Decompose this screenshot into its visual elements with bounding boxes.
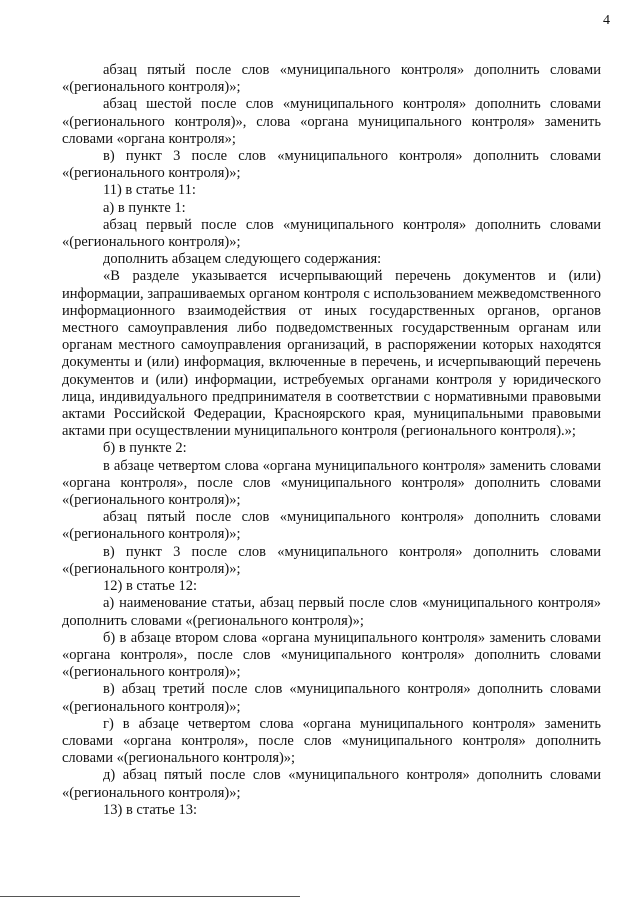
paragraph: в) абзац третий после слов «муниципального контроля» дополнить словами «(регионального контроля)»; <box>62 681 601 715</box>
paragraph: д) абзац пятый после слов «муниципального контроля» дополнить словами «(регионального контроля)»; <box>62 767 601 801</box>
paragraph: б) в пункте 2: <box>103 440 187 457</box>
paragraph: «В разделе указывается исчерпывающий перечень документов и (или) информации, запрашиваемых органом контроля с использованием межведомственного информационного взаимодействия от иных государственных органов, органов местного самоуправления либо подведомственных государственным органам или органам местного самоуправления организаций, в распоряжении которых находятся документы и (или) информация, включенные в перечень, и исчерпывающий перечень документов и (или) информации, истребуемых органами контроля у юридического лица, индивидуального предпринимателя в соответствии с нормативными правовыми актами Российской Федерации, Красноярского края, муниципальными правовыми актами при осуществлении муниципального контроля (регионального контроля).»; <box>62 268 601 440</box>
paragraph: 12) в статье 12: <box>103 578 197 595</box>
document-body <box>62 62 601 819</box>
page-bottom-rule <box>0 896 300 897</box>
paragraph: в) пункт 3 после слов «муниципального контроля» дополнить словами «(регионального контроля)»; <box>62 148 601 182</box>
paragraph: абзац шестой после слов «муниципального контроля» дополнить словами «(регионального контроля)», слова «органа муниципального контроля» заменить словами «органа контроля»; <box>62 96 601 147</box>
paragraph: а) в пункте 1: <box>103 199 186 216</box>
paragraph: абзац пятый после слов «муниципального контроля» дополнить словами «(регионального контроля)»; <box>62 509 601 543</box>
page-number: 4 <box>603 13 610 28</box>
paragraph: 11) в статье 11: <box>103 182 196 199</box>
paragraph: г) в абзаце четвертом слова «органа муниципального контроля» заменить словами «органа контроля», после слов «муниципального контроля» дополнить словами «(регионального контроля)»; <box>62 715 601 767</box>
paragraph: 13) в статье 13: <box>103 801 197 818</box>
paragraph: б) в абзаце втором слова «органа муниципального контроля» заменить словами «органа контроля», после слов «муниципального контроля» дополнить словами «(регионального контроля)»; <box>62 629 601 681</box>
paragraph: абзац первый после слов «муниципального контроля» дополнить словами «(регионального контроля)»; <box>62 216 601 251</box>
paragraph: абзац пятый после слов «муниципального контроля» дополнить словами «(регионального контроля)»; <box>62 62 601 96</box>
paragraph: в) пункт 3 после слов «муниципального контроля» дополнить словами «(регионального контроля)»; <box>62 543 601 577</box>
paragraph: а) наименование статьи, абзац первый после слов «муниципального контроля» дополнить словами «(регионального контроля)»; <box>62 595 601 629</box>
paragraph: в абзаце четвертом слова «органа муниципального контроля» заменить словами «органа контроля», после слов «муниципального контроля» дополнить словами «(регионального контроля)»; <box>62 457 601 509</box>
paragraph: дополнить абзацем следующего содержания: <box>103 251 382 268</box>
